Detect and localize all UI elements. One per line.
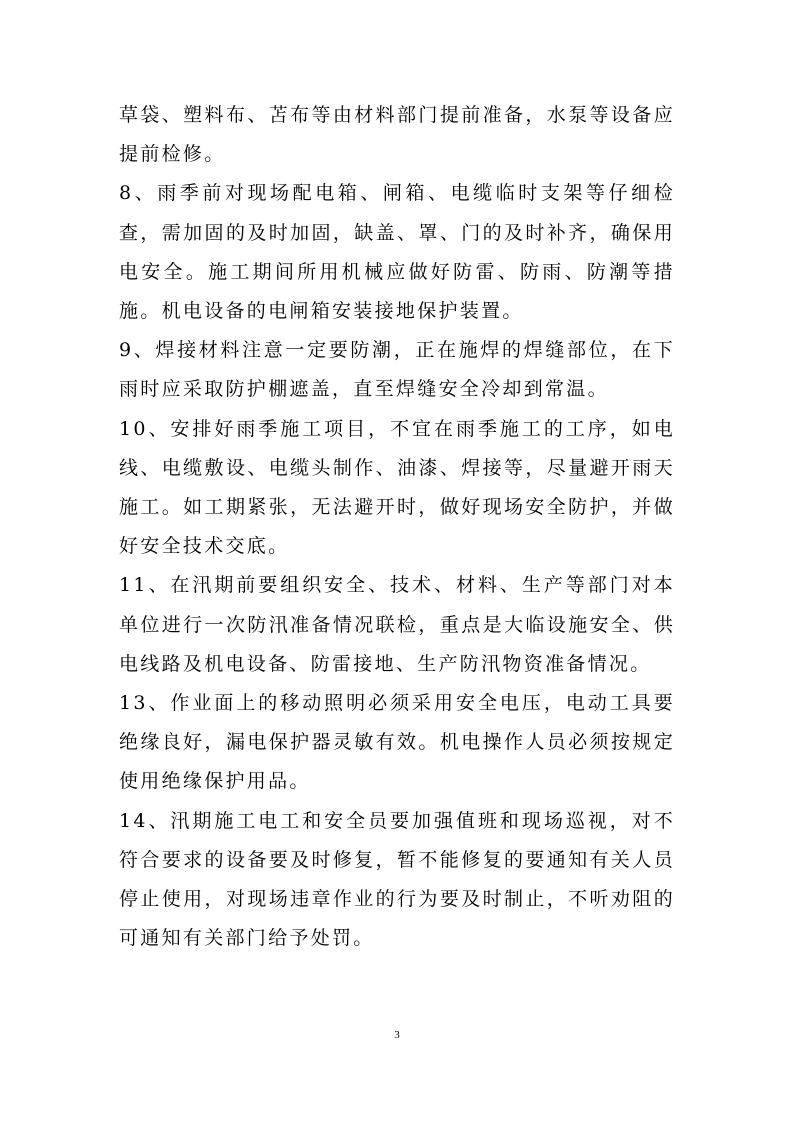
paragraph-item-14: 14、汛期施工电工和安全员要加强值班和现场巡视，对不符合要求的设备要及时修复，暂不能修复的要通知有关人员停止使用，对现场违章作业的行为要及时制止，不听劝阻的可通知有关部门给予处罚。 [119, 809, 675, 950]
paragraph-item-9: 9、焊接材料注意一定要防潮，正在施焊的焊缝部位，在下雨时应采取防护棚遮盖，直至焊缝安全冷却到常温。 [119, 339, 675, 401]
paragraph-item-13: 13、作业面上的移动照明必须采用安全电压，电动工具要绝缘良好，漏电保护器灵敏有效。机电操作人员必须按规定使用绝缘保护用品。 [119, 692, 675, 793]
page-number: 3 [394, 1029, 400, 1041]
paragraph-item-8: 8、雨季前对现场配电箱、闸箱、电缆临时支架等仔细检查，需加固的及时加固，缺盖、罩、门的及时补齐，确保用电安全。施工期间所用机械应做好防雷、防雨、防潮等措施。机电设备的电闸箱安装接地保护装置。 [119, 182, 675, 323]
paragraph-continuation: 草袋、塑料布、苫布等由材料部门提前准备，水泵等设备应提前检修。 [119, 104, 675, 166]
paragraph-item-10: 10、安排好雨季施工项目，不宜在雨季施工的工序，如电线、电缆敷设、电缆头制作、油漆、焊接等，尽量避开雨天施工。如工期紧张，无法避开时，做好现场安全防护，并做好安全技术交底。 [119, 417, 675, 558]
body-text [119, 96, 675, 958]
paragraph-item-11: 11、在汛期前要组织安全、技术、材料、生产等部门对本单位进行一次防汛准备情况联检，重点是大临设施安全、供电线路及机电设备、防雷接地、生产防汛物资准备情况。 [119, 574, 675, 675]
